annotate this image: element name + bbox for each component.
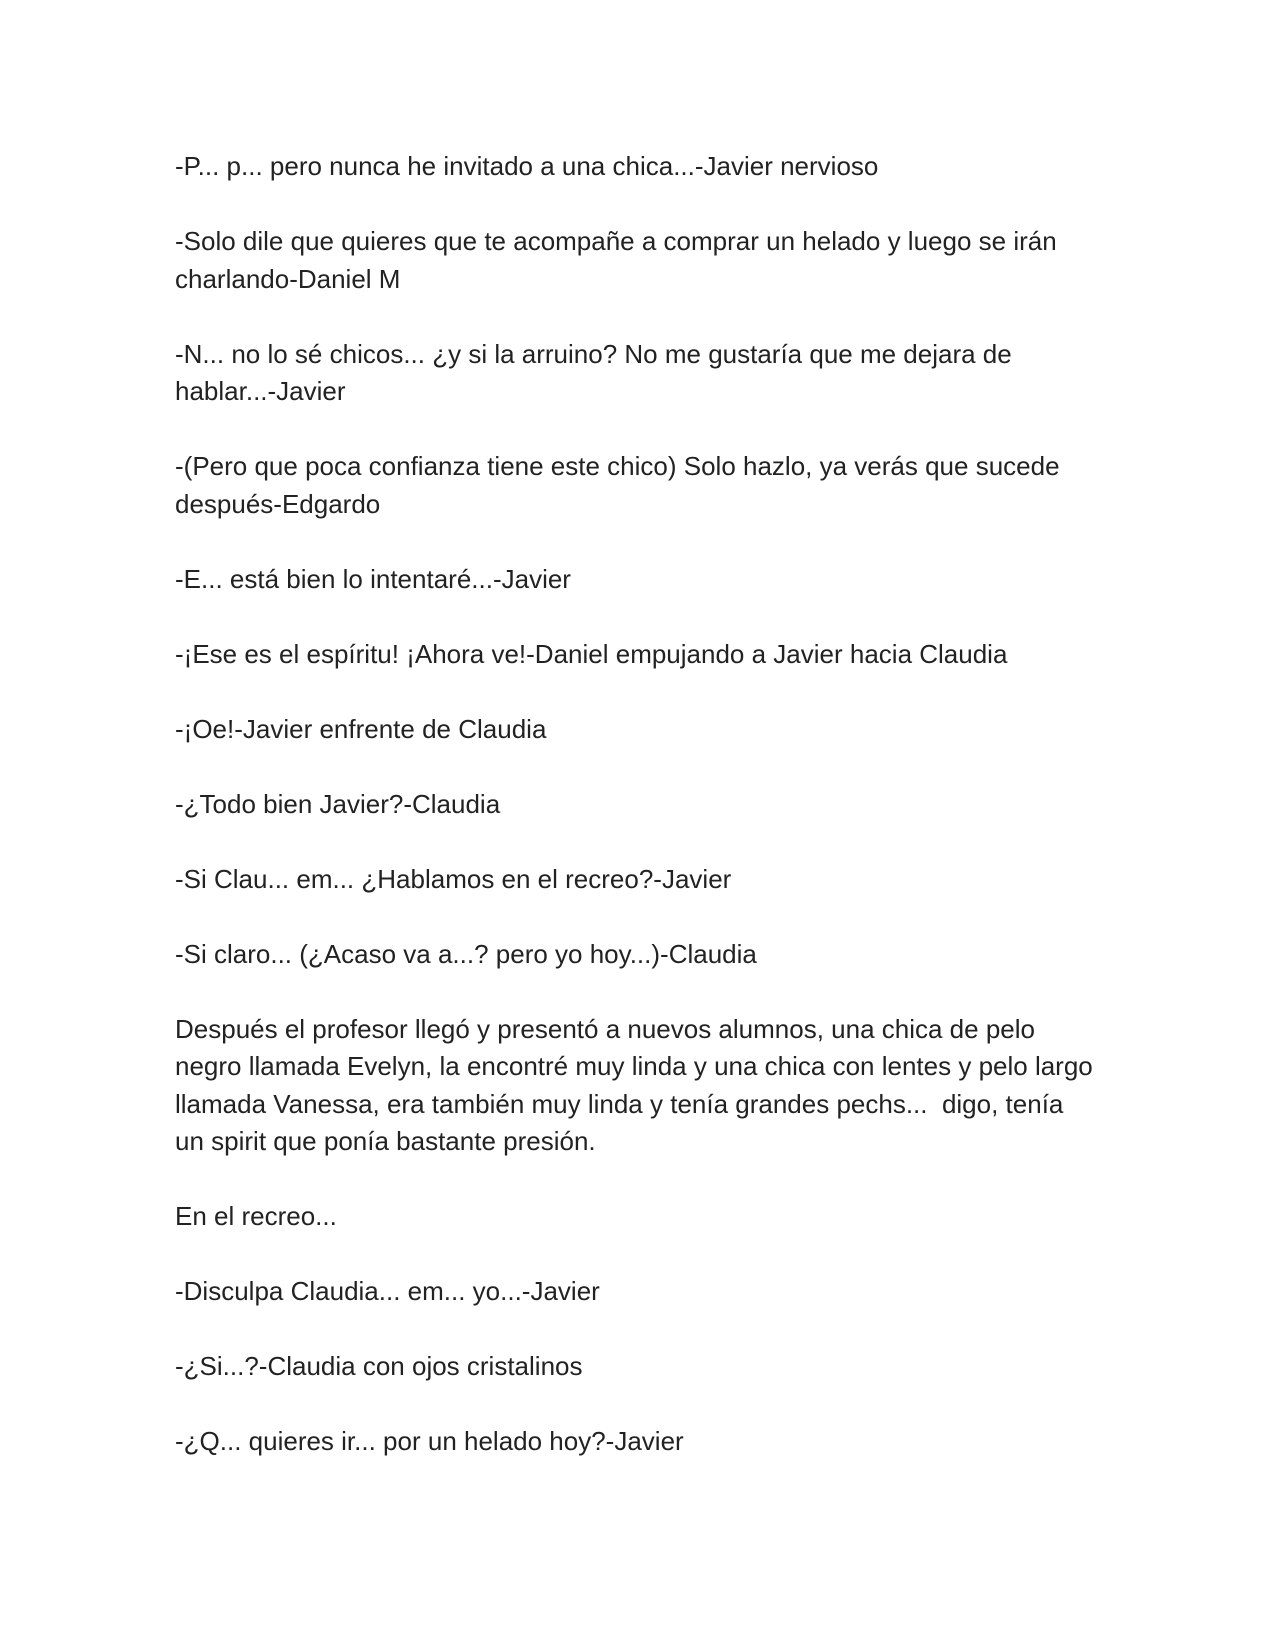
dialogue-line: -(Pero que poca confianza tiene este chico) Solo hazlo, ya verás que sucede después-Edgardo: [175, 451, 1067, 519]
dialogue-line: -E... está bien lo intentaré...-Javier: [175, 563, 571, 594]
dialogue-line: -¿Si...?-Claudia con ojos cristalinos: [175, 1351, 583, 1381]
dialogue-line: -¿Q... quieres ir... por un helado hoy?-Javier: [175, 1426, 684, 1456]
dialogue-line: -¿Todo bien Javier?-Claudia: [175, 788, 501, 819]
dialogue-line: -Si claro... (¿Acaso va a...? pero yo hoy...)-Claudia: [175, 938, 757, 969]
dialogue-line: -Solo dile que quieres que te acompañe a comprar un helado y luego se irán charlando-Daniel M: [175, 226, 1064, 294]
dialogue-line: -Disculpa Claudia... em... yo...-Javier: [175, 1276, 600, 1306]
dialogue-line: -¡Oe!-Javier enfrente de Claudia: [175, 713, 547, 744]
document-body: [175, 148, 1100, 1461]
narration-paragraph: En el recreo...: [175, 1201, 337, 1231]
dialogue-line: -P... p... pero nunca he invitado a una chica...-Javier nervioso: [175, 151, 879, 181]
dialogue-line: -N... no lo sé chicos... ¿y si la arruino? No me gustaría que me dejara de hablar...-Javier: [175, 338, 1019, 406]
dialogue-line: -Si Clau... em... ¿Hablamos en el recreo?-Javier: [175, 863, 732, 894]
dialogue-line: -¡Ese es el espíritu! ¡Ahora ve!-Daniel empujando a Javier hacia Claudia: [175, 638, 1008, 669]
narration-paragraph: Después el profesor llegó y presentó a nuevos alumnos, una chica de pelo negro llamada Evelyn, la encontré muy linda y una chica con lentes y pelo largo llamada Vanessa, era también muy linda y tenía grandes pechs... digo, tenía un spirit que ponía bastante presión.: [175, 1013, 1100, 1156]
